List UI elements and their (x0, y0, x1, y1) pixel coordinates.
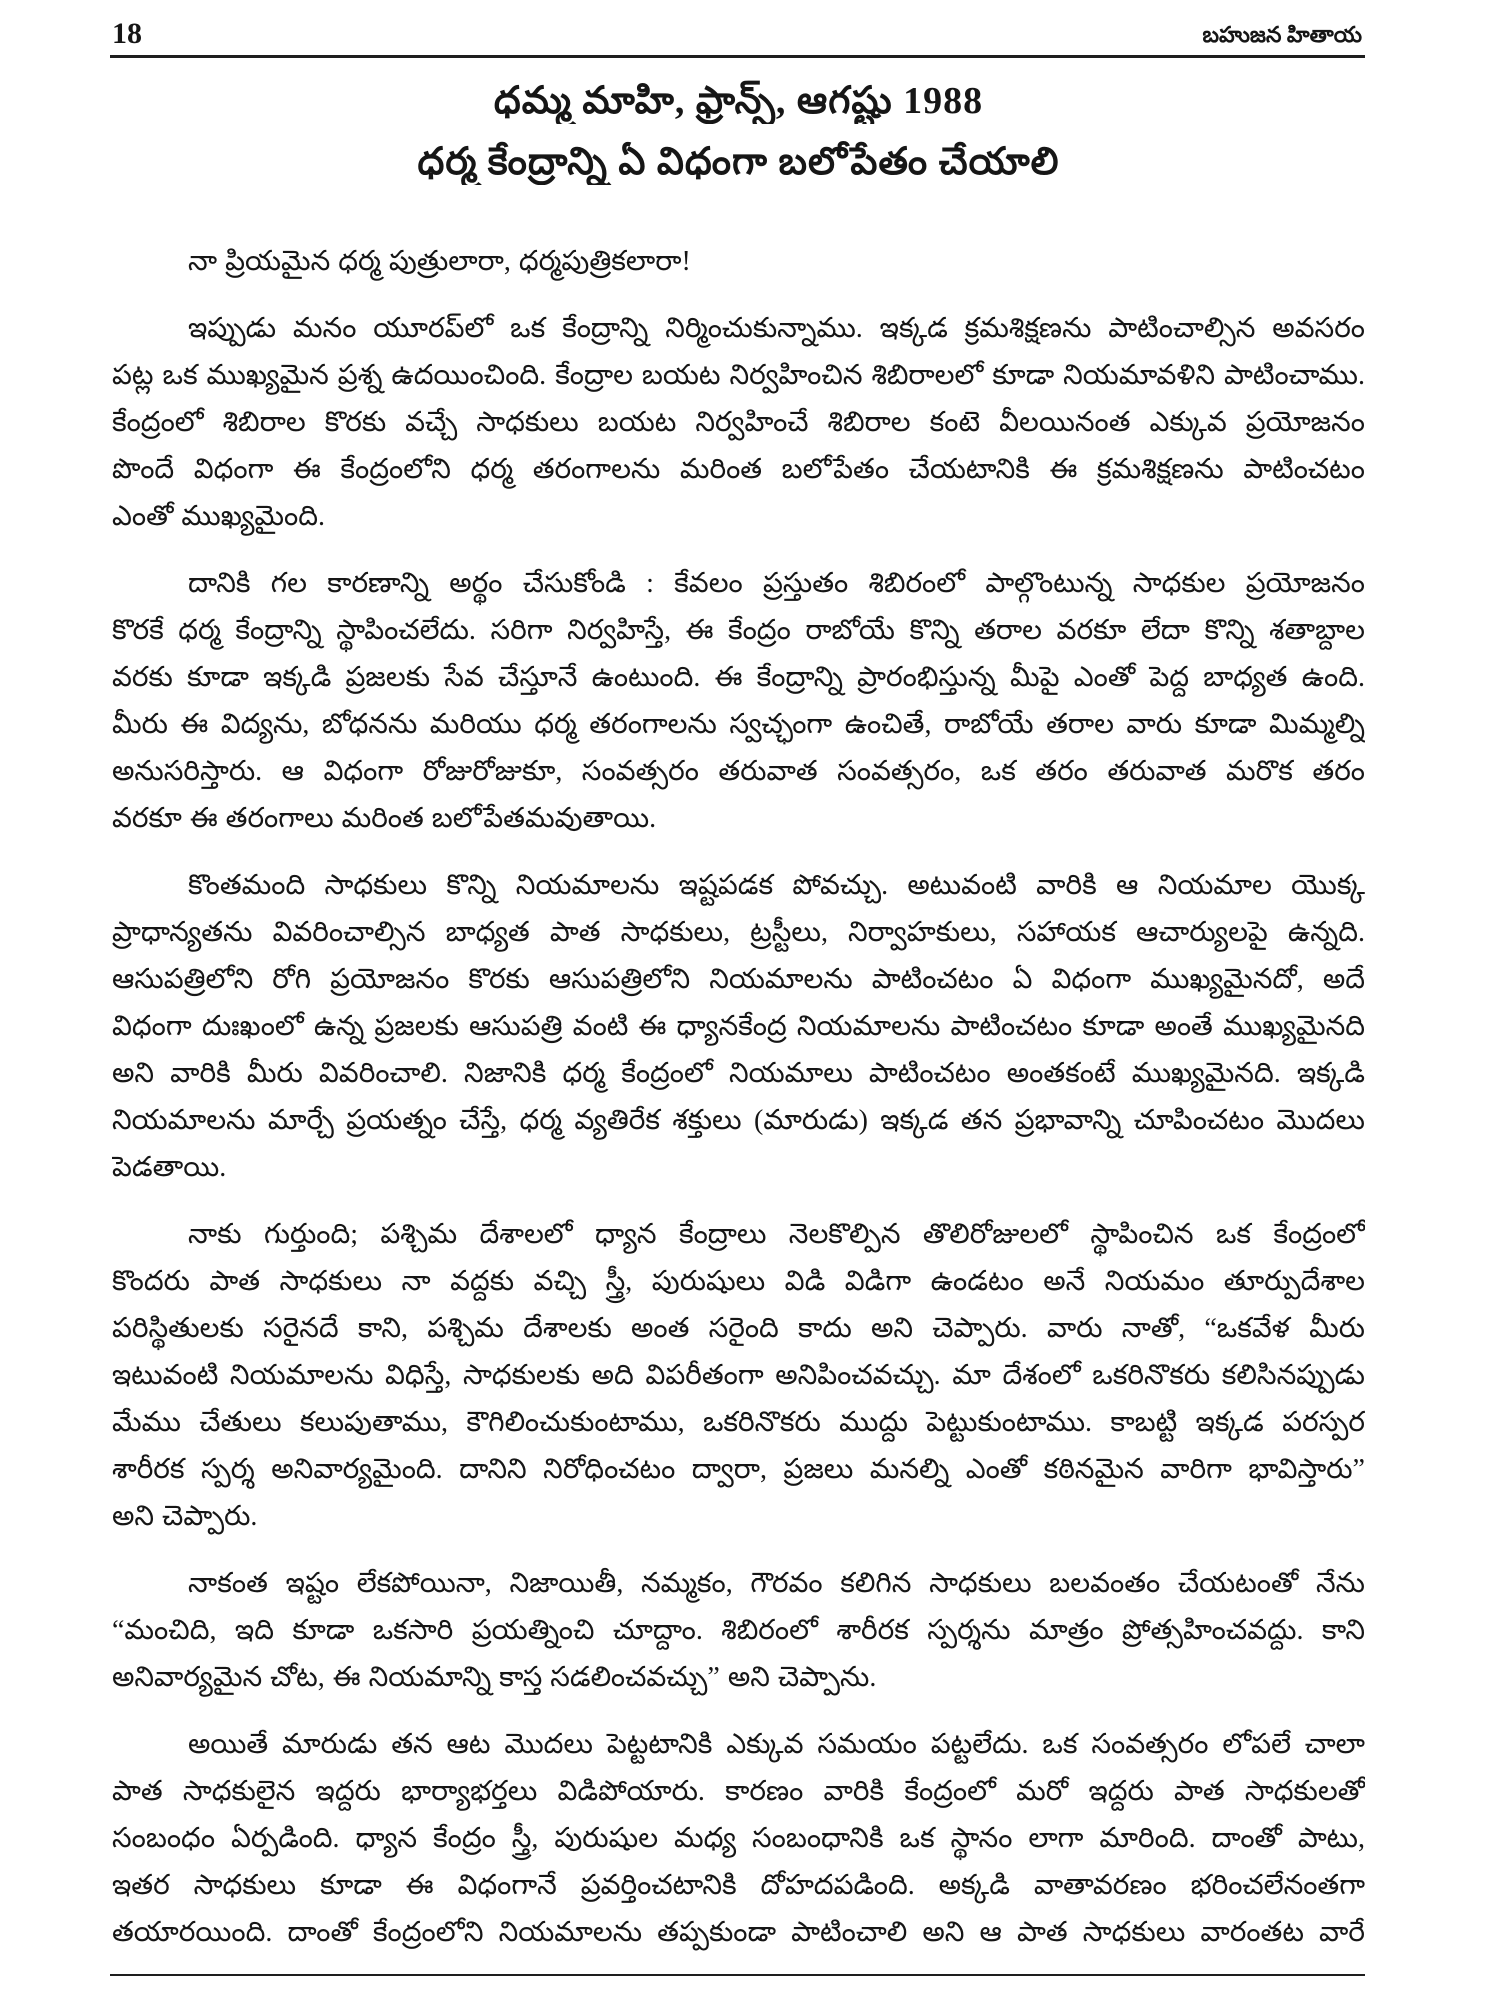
body-line: వరకు కూడా ఇక్కడి ప్రజలకు సేవ చేస్తూనే ఉంటుంది. ఈ కేంద్రాన్ని ప్రారంభిస్తున్న మీపై ఎంతో పెద్ద బాధ్యత ఉంది. (112, 662, 1365, 693)
body-line: ఎంతో ముఖ్యమైంది. (112, 501, 325, 532)
body-line: పొందే విధంగా ఈ కేంద్రంలోని ధర్మ తరంగాలను మరింత బలోపేతం చేయటానికి ఈ క్రమశిక్షణను పాటించటం (112, 454, 1365, 485)
body-line: పాత సాధకులైన ఇద్దరు భార్యాభర్తలు విడిపోయారు. కారణం వారికి కేంద్రంలో మరో ఇద్దరు పాత సాధకులతో (112, 1776, 1365, 1807)
body-line: అనుసరిస్తారు. ఆ విధంగా రోజురోజుకూ, సంవత్సరం తరువాత సంవత్సరం, ఒక తరం తరువాత మరొక తరం (112, 756, 1365, 787)
page-number: 18 (112, 17, 142, 50)
body-line: కొంతమంది సాధకులు కొన్ని నియమాలను ఇష్టపడక పోవచ్చు. అటువంటి వారికి ఆ నియమాల యొక్క (188, 870, 1365, 901)
body-line: సంబంధం ఏర్పడింది. ధ్యాన కేంద్రం స్త్రీ, పురుషుల మధ్య సంబంధానికి ఒక స్థానం లాగా మారింది. దాంతో పాటు, (112, 1823, 1365, 1854)
body-line: ఇతర సాధకులు కూడా ఈ విధంగానే ప్రవర్తించటానికి దోహదపడింది. అక్కడి వాతావరణం భరించలేనంతగా (112, 1870, 1365, 1901)
body-line: తయారయింది. దాంతో కేంద్రంలోని నియమాలను తప్పకుండా పాటించాలి అని ఆ పాత సాధకులు వారంతట వారే (112, 1917, 1365, 1948)
header-rule (110, 55, 1365, 58)
body-line: పెడతాయి. (112, 1152, 227, 1183)
article-body (112, 238, 1365, 1956)
paragraph (112, 1211, 1365, 1540)
body-line: అనివార్యమైన చోట, ఈ నియమాన్ని కాస్త సడలించవచ్చు” అని చెప్పాను. (112, 1662, 877, 1693)
body-line: పరిస్థితులకు సరైనదే కాని, పశ్చిమ దేశాలకు అంత సరైంది కాదు అని చెప్పారు. వారు నాతో, “ఒకవేళ మీరు (112, 1313, 1365, 1344)
paragraph (112, 862, 1365, 1191)
article-title: ధమ్మ మాహి, ఫ్రాన్స్, ఆగష్టు 1988 (493, 80, 984, 122)
body-line: నా ప్రియమైన ధర్మ పుత్రులారా, ధర్మపుత్రికలారా! (188, 246, 691, 277)
paragraph (112, 560, 1365, 842)
body-line: ప్రాధాన్యతను వివరించాల్సిన బాధ్యత పాత సాధకులు, ట్రస్టీలు, నిర్వాహకులు, సహాయక ఆచార్యులపై ఉన్నది. (112, 917, 1365, 948)
article-subtitle: ధర్మ కేంద్రాన్ని ఏ విధంగా బలోపేతం చేయాలి (417, 141, 1060, 183)
paragraph (112, 1560, 1365, 1701)
body-line: పట్ల ఒక ముఖ్యమైన ప్రశ్న ఉదయించింది. కేంద్రాల బయట నిర్వహించిన శిబిరాలలో కూడా నియమావళిని పాటించాము. (112, 360, 1365, 391)
body-line: నాకు గుర్తుంది; పశ్చిమ దేశాలలో ధ్యాన కేంద్రాలు నెలకొల్పిన తొలిరోజులలో స్థాపించిన ఒక కేంద్రంలో (188, 1219, 1365, 1250)
body-line: ఆసుపత్రిలోని రోగి ప్రయోజనం కొరకు ఆసుపత్రిలోని నియమాలను పాటించటం ఏ విధంగా ముఖ్యమైనదో, అదే (112, 964, 1365, 995)
body-line: ఇప్పుడు మనం యూరప్‌లో ఒక కేంద్రాన్ని నిర్మించుకున్నాము. ఇక్కడ క్రమశిక్షణను పాటించాల్సిన అవసరం (188, 313, 1365, 344)
body-line: అయితే మారుడు తన ఆట మొదలు పెట్టటానికి ఎక్కువ సమయం పట్టలేదు. ఒక సంవత్సరం లోపలే చాలా (188, 1729, 1365, 1760)
body-line: కొరకే ధర్మ కేంద్రాన్ని స్థాపించలేదు. సరిగా నిర్వహిస్తే, ఈ కేంద్రం రాబోయే కొన్ని తరాల వరకూ లేదా కొన్ని శతాబ్దాల (112, 615, 1365, 646)
body-line: “మంచిది, ఇది కూడా ఒకసారి ప్రయత్నించి చూద్దాం. శిబిరంలో శారీరక స్పర్శను మాత్రం ప్రోత్సహించవద్దు. కాని (112, 1615, 1365, 1646)
body-line: వరకూ ఈ తరంగాలు మరింత బలోపేతమవుతాయి. (112, 803, 657, 834)
body-line: శారీరక స్పర్శ అనివార్యమైంది. దానిని నిరోధించటం ద్వారా, ప్రజలు మనల్ని ఎంతో కఠినమైన వారిగా భావిస్తారు” (112, 1454, 1365, 1485)
body-line: మీరు ఈ విద్యను, బోధనను మరియు ధర్మ తరంగాలను స్వచ్ఛంగా ఉంచితే, రాబోయే తరాల వారు కూడా మిమ్మల్ని (112, 709, 1365, 740)
body-line: అని చెప్పారు. (112, 1501, 258, 1532)
body-line: నాకంత ఇష్టం లేకపోయినా, నిజాయితీ, నమ్మకం, గౌరవం కలిగిన సాధకులు బలవంతం చేయటంతో నేను (188, 1568, 1365, 1599)
body-line: కొందరు పాత సాధకులు నా వద్దకు వచ్చి స్త్రీ, పురుషులు విడి విడిగా ఉండటం అనే నియమం తూర్పుదేశాల (112, 1266, 1365, 1297)
footer-rule (110, 1974, 1365, 1976)
body-line: దానికి గల కారణాన్ని అర్థం చేసుకోండి : కేవలం ప్రస్తుతం శిబిరంలో పాల్గొంటున్న సాధకుల ప్రయోజనం (188, 568, 1365, 599)
running-title: బహుజన హితాయ (1202, 22, 1362, 47)
body-line: అని వారికి మీరు వివరించాలి. నిజానికి ధర్మ కేంద్రంలో నియమాలు పాటించటం అంతకంటే ముఖ్యమైనది. ఇక్కడి (112, 1058, 1365, 1089)
body-line: మేము చేతులు కలుపుతాము, కౌగిలించుకుంటాము, ఒకరినొకరు ముద్దు పెట్టుకుంటాము. కాబట్టి ఇక్కడ పరస్పర (112, 1407, 1365, 1438)
salutation (112, 238, 1365, 285)
paragraph (112, 305, 1365, 540)
body-line: విధంగా దుఃఖంలో ఉన్న ప్రజలకు ఆసుపత్రి వంటి ఈ ధ్యానకేంద్ర నియమాలను పాటించటం కూడా అంతే ముఖ్యమైనది (112, 1011, 1365, 1042)
body-line: నియమాలను మార్చే ప్రయత్నం చేస్తే, ధర్మ వ్యతిరేక శక్తులు (మారుడు) ఇక్కడ తన ప్రభావాన్ని చూపించటం మొదలు (112, 1105, 1365, 1136)
paragraph (112, 1721, 1365, 1956)
body-line: ఇటువంటి నియమాలను విధిస్తే, సాధకులకు అది విపరీతంగా అనిపించవచ్చు. మా దేశంలో ఒకరినొకరు కలిసినప్పుడు (112, 1360, 1365, 1391)
body-line: కేంద్రంలో శిబిరాల కొరకు వచ్చే సాధకులు బయట నిర్వహించే శిబిరాల కంటె వీలయినంత ఎక్కువ ప్రయోజనం (112, 407, 1365, 438)
